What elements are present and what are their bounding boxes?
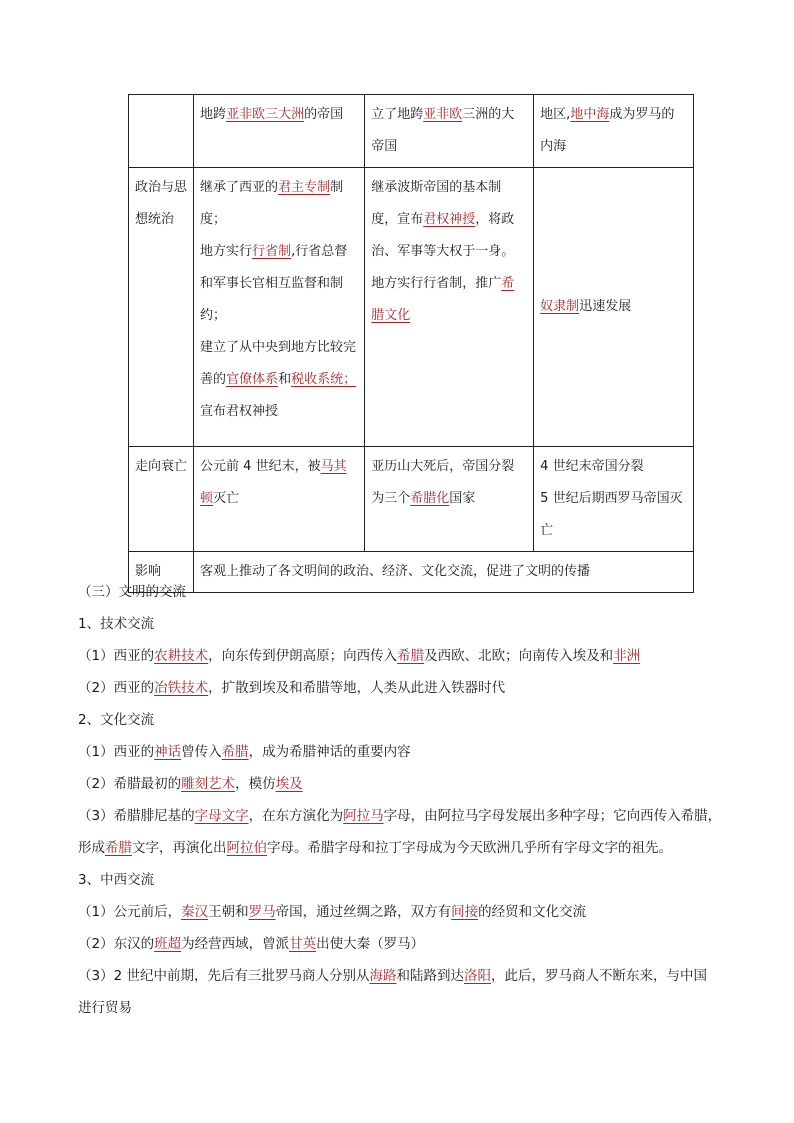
text-run: 形成 — [78, 840, 105, 856]
text-line — [78, 864, 738, 896]
text-run: 宣布君权神授 — [200, 404, 279, 419]
text-run: 字母。希腊字母和拉丁字母成为今天欧洲几乎所有字母文字的祖先。 — [267, 840, 672, 856]
key-term: 甘英 — [289, 936, 317, 952]
text-run: 帝国，通过丝绸之路，双方有 — [275, 904, 452, 920]
persia-cell — [194, 168, 365, 447]
text-run: 王朝和 — [208, 904, 249, 920]
key-term: 君权神授 — [423, 212, 476, 227]
text-run: 建立了从中央到地方比较完善的 — [200, 340, 357, 387]
table-row — [129, 447, 694, 552]
key-term: 非洲 — [613, 648, 641, 664]
key-term: 字母文字 — [194, 808, 249, 824]
key-term: 阿拉马 — [343, 808, 384, 824]
text-line — [78, 704, 738, 736]
text-line — [78, 992, 738, 1024]
text-run: 和陆路到达 — [396, 968, 464, 984]
text-run: 字母，由阿拉马字母发展出多种字母；它向西传入希腊， — [383, 808, 722, 824]
key-term: 君主专制 — [278, 180, 331, 195]
text-run: 三洲的大帝国 — [371, 107, 515, 154]
text-run: （3）希腊腓尼基的 — [78, 808, 195, 824]
key-term: 埃及 — [275, 776, 303, 792]
key-term: 神话 — [154, 744, 182, 760]
text-run: 地方实行行省制，推广 — [371, 276, 502, 291]
key-term: 间接 — [451, 904, 479, 920]
text-run: ，在东方演化为 — [248, 808, 344, 824]
text-run: （2）希腊最初的 — [78, 776, 182, 792]
text-line — [78, 960, 738, 992]
text-run: 的帝国 — [304, 107, 344, 122]
cell-paragraph — [200, 236, 358, 332]
cell-paragraph — [371, 172, 527, 268]
text-run: 及西欧、北欧；向南传入埃及和 — [424, 648, 614, 664]
row-header-cell: 影响 — [129, 552, 194, 593]
key-term: 税收系统； — [291, 372, 357, 387]
key-term: 阿拉伯 — [226, 840, 267, 856]
text-line — [78, 928, 738, 960]
text-run: 地跨 — [200, 107, 227, 122]
text-run: ，模仿 — [235, 776, 276, 792]
effect-cell: 客观上推动了各文明间的政治、经济、文化交流，促进了文明的传播 — [194, 552, 694, 593]
text-run: 制度； — [200, 180, 344, 227]
key-term: 雕刻艺术 — [181, 776, 236, 792]
text-run: ，向东传到伊朗高原；向西传入 — [208, 648, 398, 664]
text-run: 继承波斯帝国的基本制度，宣布 — [371, 180, 502, 227]
body-text — [78, 576, 738, 1024]
text-run: 的经贸和文化交流 — [478, 904, 587, 920]
key-term: 洛阳 — [463, 968, 491, 984]
text-run: 1、技术交流 — [78, 616, 155, 632]
key-term: 农耕技术 — [154, 648, 209, 664]
key-term: 奴隶制 — [540, 299, 580, 314]
cell-paragraph — [371, 268, 527, 332]
text-line — [78, 896, 738, 928]
text-line — [78, 640, 738, 672]
text-run: 为经营西域，曾派 — [181, 936, 290, 952]
cell-paragraph — [540, 451, 687, 483]
text-run: （2）东汉的 — [78, 936, 155, 952]
rome-cell — [534, 168, 694, 447]
comparison-table — [128, 94, 694, 593]
text-run: 4 世纪末帝国分裂 — [540, 459, 644, 474]
text-line — [78, 672, 738, 704]
text-line — [78, 736, 738, 768]
key-term: 希腊化 — [410, 491, 450, 506]
row-header-cell — [129, 95, 194, 168]
text-run: 灭亡 — [213, 491, 240, 506]
key-term: 亚非欧三大洲 — [226, 107, 305, 122]
text-run: （1）西亚的 — [78, 648, 155, 664]
macedonia-cell — [365, 447, 534, 552]
text-run: ，将政治、军事等大权于一身。 — [371, 212, 515, 259]
text-run: 立了地跨 — [371, 107, 424, 122]
key-term: 秦汉 — [181, 904, 209, 920]
text-run: （三）文明的交流 — [78, 584, 186, 600]
text-run: 地区, — [540, 107, 571, 122]
rome-cell — [534, 95, 694, 168]
text-run: 2、文化交流 — [78, 712, 155, 728]
text-run: （1）西亚的 — [78, 744, 155, 760]
text-line — [78, 608, 738, 640]
text-run: 进行贸易 — [78, 1000, 132, 1016]
text-run: （2）西亚的 — [78, 680, 155, 696]
text-run: ,行省总督和军事长官相互监督和制约； — [200, 244, 348, 323]
text-line — [78, 800, 738, 832]
key-term: 官僚体系 — [226, 372, 279, 387]
table-row — [129, 95, 694, 168]
key-term: 地中海 — [570, 107, 610, 122]
text-run: 出使大秦（罗马） — [316, 936, 425, 952]
key-term: 亚非欧 — [423, 107, 463, 122]
macedonia-cell — [365, 95, 534, 168]
key-term: 希腊 — [221, 744, 249, 760]
text-run: （1）公元前后， — [78, 904, 182, 920]
key-term: 班超 — [154, 936, 182, 952]
text-run: 亚历山大死后，帝国分裂为三个 — [371, 459, 515, 506]
key-term: 罗马 — [248, 904, 276, 920]
key-term: 马其顿 — [200, 459, 347, 506]
key-term: 行省制 — [252, 244, 292, 259]
text-run: 文字，再演化出 — [132, 840, 227, 856]
macedonia-cell — [365, 168, 534, 447]
text-line — [78, 576, 738, 608]
text-run: 曾传入 — [181, 744, 222, 760]
text-run: ，扩散到埃及和希腊等地，人类从此进入铁器时代 — [208, 680, 506, 696]
cell-paragraph — [200, 332, 358, 396]
text-line — [78, 768, 738, 800]
text-run: ，此后，罗马商人不断东来，与中国 — [490, 968, 707, 984]
text-run: 地方实行 — [200, 244, 253, 259]
persia-cell — [194, 95, 365, 168]
key-term: 希腊 — [105, 840, 132, 856]
persia-cell — [194, 447, 365, 552]
text-run: 5 世纪后期西罗马帝国灭亡 — [540, 491, 683, 538]
text-run: ，成为希腊神话的重要内容 — [248, 744, 411, 760]
row-header-cell: 政治与思想统治 — [129, 168, 194, 447]
text-run: （3）2 世纪中前期，先后有三批罗马商人分别从 — [78, 968, 370, 984]
text-run: 和 — [278, 372, 292, 387]
text-run: 成为罗马的内海 — [540, 107, 675, 154]
text-run: 3、中西交流 — [78, 872, 155, 888]
key-term: 海路 — [369, 968, 397, 984]
key-term: 希腊文化 — [371, 276, 515, 323]
rome-cell — [534, 447, 694, 552]
text-run: 继承了西亚的 — [200, 180, 279, 195]
table-row — [129, 168, 694, 447]
text-run: 公元前 4 世纪末，被 — [200, 459, 321, 474]
key-term: 冶铁技术 — [154, 680, 209, 696]
cell-paragraph — [540, 483, 687, 547]
text-run: 迅速发展 — [579, 299, 632, 314]
key-term: 希腊 — [397, 648, 425, 664]
cell-paragraph — [200, 172, 358, 236]
text-line — [78, 832, 738, 864]
text-run: 国家 — [449, 491, 476, 506]
cell-paragraph — [200, 396, 358, 428]
row-header-cell: 走向衰亡 — [129, 447, 194, 552]
